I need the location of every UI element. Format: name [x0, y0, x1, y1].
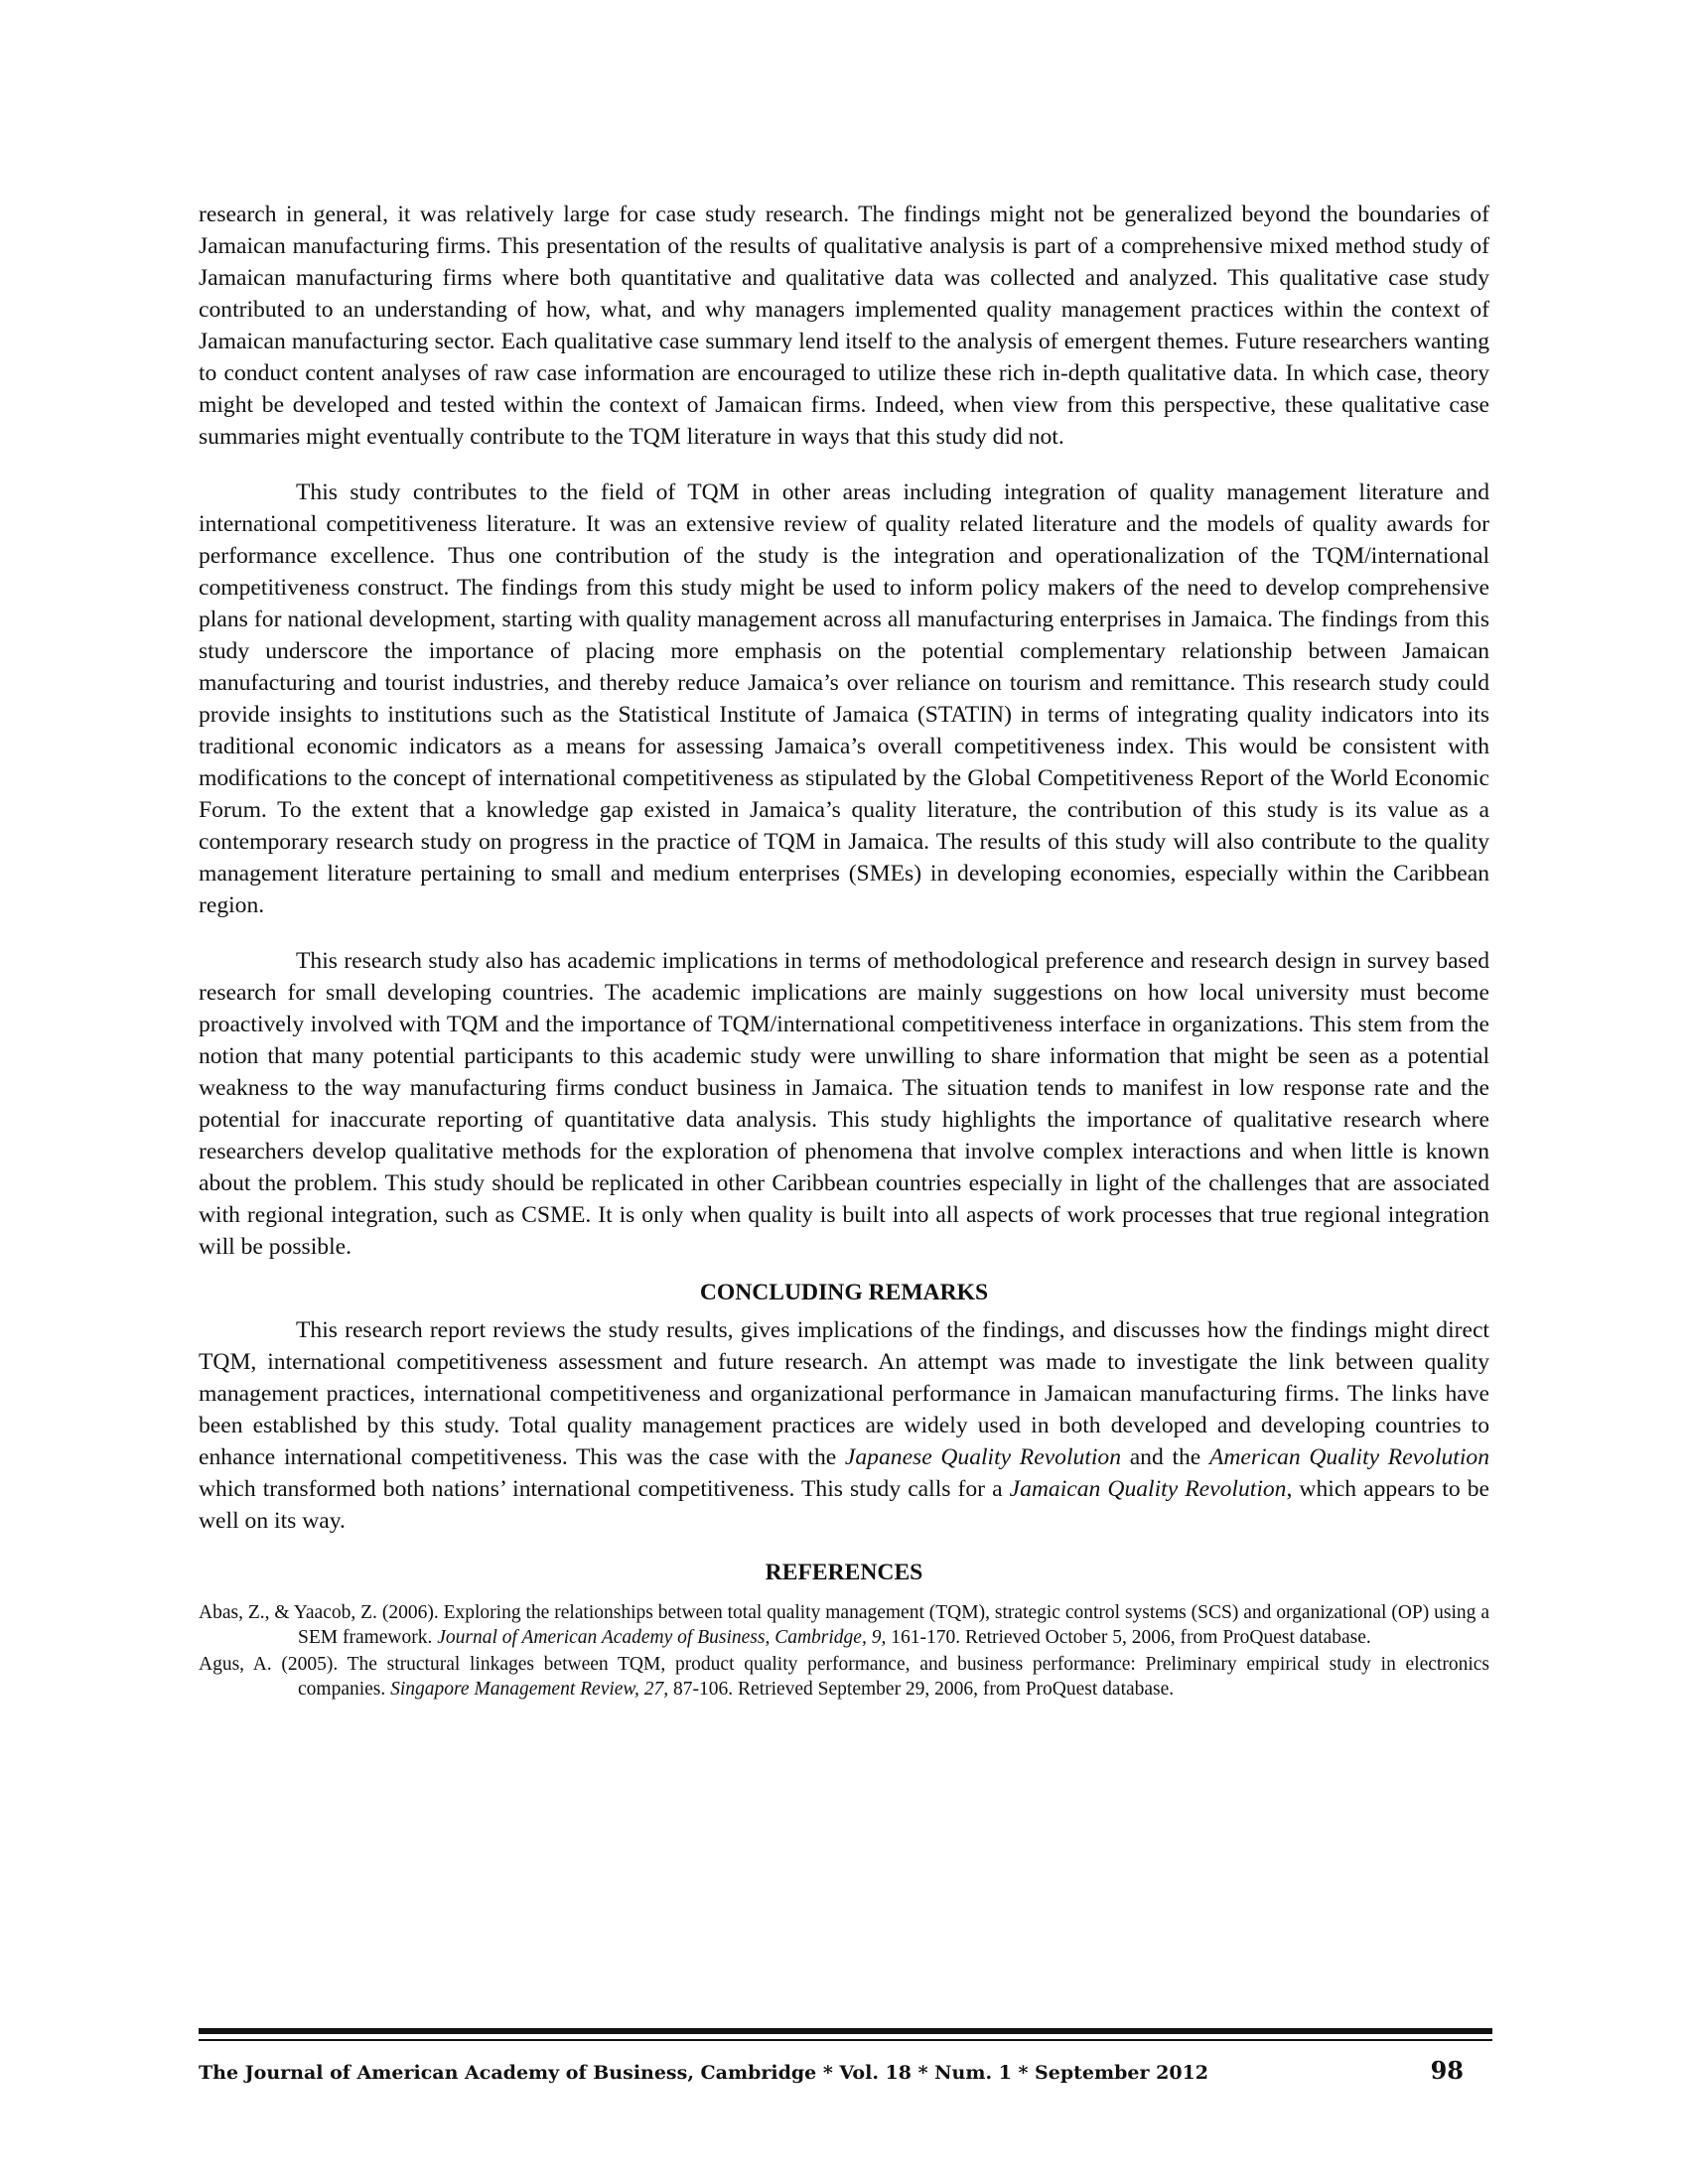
concluding-text-a: This research report reviews the study results, gives implications of the findings, and discusses how the findings might direct TQM, international competitiveness assessment and future research. An attempt was made to investigate the link between quality management practices, international competitiveness and organizational performance in Jamaican manufacturing firms. The links have been established by this study. Total quality management practices are widely used in both developed and developing countries to enhance international competitiveness. This was the case with the: [199, 1317, 1489, 1470]
reference-item-1: [199, 1600, 1489, 1650]
concluding-text-d: , which appears to be well on its way.: [199, 1476, 1489, 1534]
concluding-text-b: and the: [1121, 1444, 1209, 1470]
reference-1-post: 161-170. Retrieved October 5, 2006, from ProQuest database.: [886, 1627, 1371, 1648]
references-list: [199, 1600, 1489, 1702]
concluding-text-c: which transformed both nations’ international competitiveness. This study calls for a: [199, 1476, 1010, 1502]
reference-item-2: [199, 1652, 1489, 1702]
body-paragraph-1: research in general, it was relatively large for case study research. The findings might not be generalized beyond the boundaries of Jamaican manufacturing firms. This presentation of the results of qualitative analysis is part of a comprehensive mixed method study of Jamaican manufacturing firms where both quantitative and qualitative data was collected and analyzed. This qualitative case study contributed to an understanding of how, what, and why managers implemented quality management practices within the context of Jamaican manufacturing sector. Each qualitative case summary lend itself to the analysis of emergent themes. Future researchers wanting to conduct content analyses of raw case information are encouraged to utilize these rich in-depth qualitative data. In which case, theory might be developed and tested within the context of Jamaican firms. Indeed, when view from this perspective, these qualitative case summaries might eventually contribute to the TQM literature in ways that this study did not.: [199, 202, 1489, 450]
footer-rule-thin: [199, 2039, 1492, 2041]
reference-2-post: 87-106. Retrieved September 29, 2006, from ProQuest database.: [668, 1679, 1175, 1700]
footer-rule-thick: [199, 2028, 1492, 2034]
references-heading: REFERENCES: [765, 1560, 923, 1585]
concluding-heading: CONCLUDING REMARKS: [699, 1280, 989, 1305]
reference-2-pre: Agus, A. (2005). The structural linkages between TQM, product quality performance, and business performance: Preliminary empirical study in electronics companies.: [199, 1654, 1489, 1700]
reference-1-journal: Journal of American Academy of Business, Cambridge, 9,: [437, 1627, 887, 1648]
page-footer: [199, 2056, 1470, 2087]
paragraph-gap: [199, 1263, 1489, 1277]
reference-1-pre: Abas, Z., & Yaacob, Z. (2006). Exploring the relationships between total quality management (TQM), strategic control systems (SCS) and organizational (OP) using a SEM framework.: [199, 1602, 1489, 1648]
body-paragraph-2: This study contributes to the field of TQM in other areas including integration of quality management literature and international competitiveness literature. It was an extensive review of quality related literature and the models of quality awards for performance excellence. Thus one contribution of the study is the integration and operationalization of the TQM/international competitiveness construct. The findings from this study might be used to inform policy makers of the need to develop comprehensive plans for national development, starting with quality management across all manufacturing enterprises in Jamaica. The findings from this study underscore the importance of placing more emphasis on the potential complementary relationship between Jamaican manufacturing and tourist industries, and thereby reduce Jamaica’s over reliance on tourism and remittance. This research study could provide insights to institutions such as the Statistical Institute of Jamaica (STATIN) in terms of integrating quality indicators into its traditional economic indicators as a means for assessing Jamaica’s overall competitiveness index. This would be consistent with modifications to the concept of international competitiveness as stipulated by the Global Competitiveness Report of the World Economic Forum. To the extent that a knowledge gap existed in Jamaica’s quality literature, the contribution of this study is its value as a contemporary research study on progress in the practice of TQM in Jamaica. The results of this study will also contribute to the quality management literature pertaining to small and medium enterprises (SMEs) in developing economies, especially within the Caribbean region.: [199, 479, 1489, 918]
footer-journal-line: The Journal of American Academy of Business, Cambridge * Vol. 18 * Num. 1 * September 2012: [199, 2062, 1209, 2084]
page-content: [199, 199, 1489, 1704]
concluding-italic-2: American Quality Revolution: [1208, 1444, 1490, 1470]
paragraph-gap: [199, 1537, 1489, 1557]
concluding-italic-3: Jamaican Quality Revolution: [1009, 1476, 1287, 1502]
page-number: 98: [1430, 2056, 1464, 2085]
body-paragraph-3: This research study also has academic implications in terms of methodological preference and research design in survey based research for small developing countries. The academic implications are mainly suggestions on how local university must become proactively involved with TQM and the importance of TQM/international competitiveness interface in organizations. This stem from the notion that many potential participants to this academic study were unwilling to share information that might be seen as a potential weakness to the way manufacturing firms conduct business in Jamaica. The situation tends to manifest in low response rate and the potential for inaccurate reporting of quantitative data analysis. This study highlights the importance of qualitative research where researchers develop qualitative methods for the exploration of phenomena that involve complex interactions and when little is known about the problem. This study should be replicated in other Caribbean countries especially in light of the challenges that are associated with regional integration, such as CSME. It is only when quality is built into all aspects of work processes that true regional integration will be possible.: [199, 948, 1489, 1260]
concluding-italic-1: Japanese Quality Revolution: [844, 1444, 1122, 1470]
reference-2-journal: Singapore Management Review, 27,: [390, 1679, 669, 1700]
concluding-paragraph: [199, 1314, 1489, 1537]
paragraph-gap: [199, 921, 1489, 945]
paragraph-gap: [199, 453, 1489, 477]
